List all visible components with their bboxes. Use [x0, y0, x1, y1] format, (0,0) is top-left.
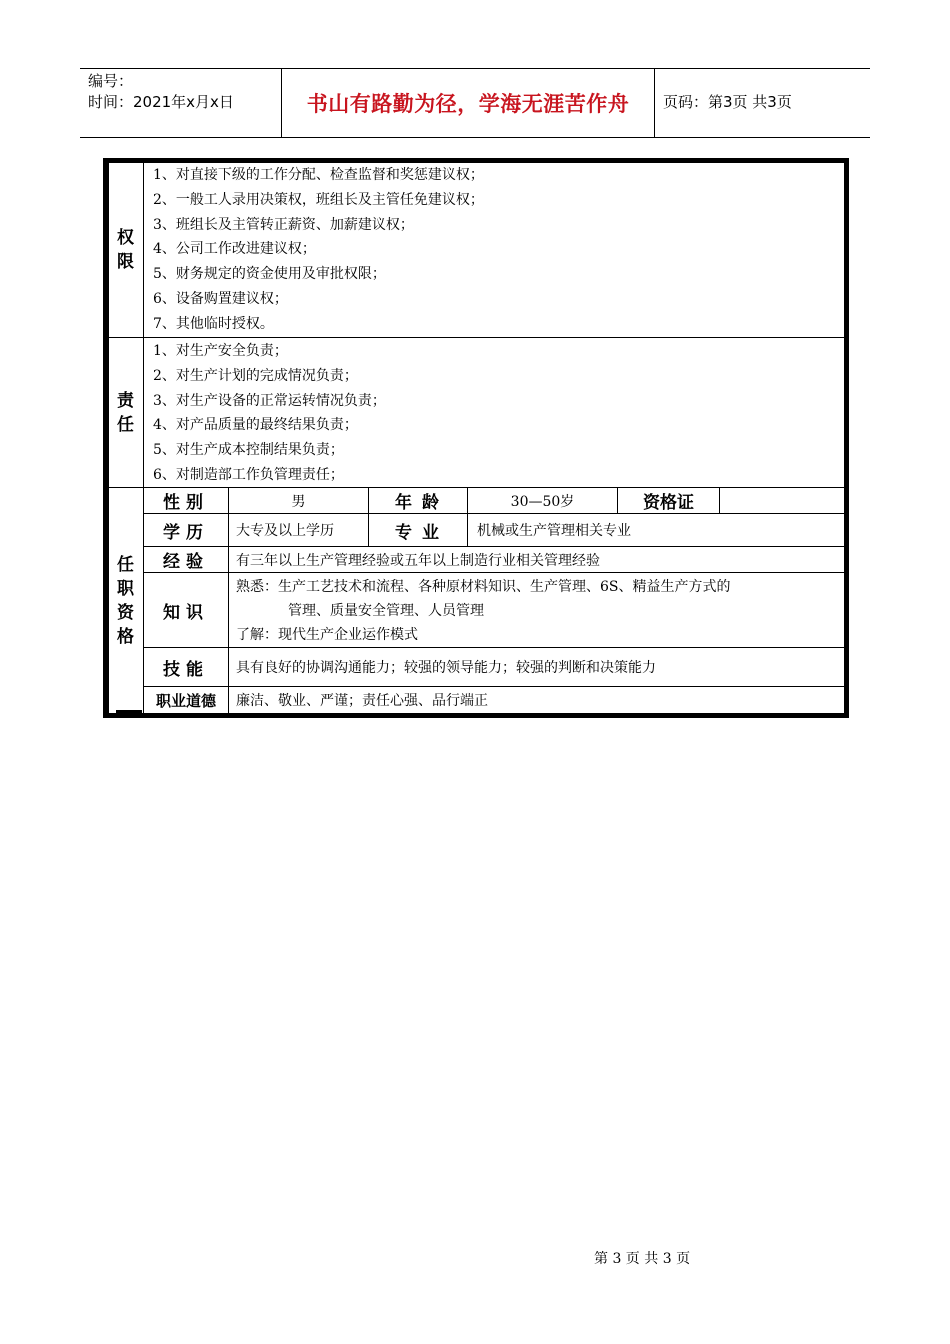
- knowledge-line: 了解：现代生产企业运作模式: [236, 627, 418, 643]
- skill-value: 具有良好的协调沟通能力；较强的领导能力；较强的判断和决策能力: [236, 660, 656, 676]
- knowledge-line: 熟悉：生产工艺技术和流程、各种原材料知识、生产管理、6S、精益生产方式的: [236, 579, 731, 595]
- section-label-char: 职: [117, 578, 134, 599]
- job-table: [108, 162, 845, 714]
- responsibility-section-label: [108, 337, 143, 488]
- experience-value: 有三年以上生产管理经验或五年以上制造行业相关管理经验: [236, 552, 600, 569]
- age-value: 30—50岁: [510, 493, 575, 510]
- section-label-char: 限: [117, 252, 134, 272]
- ethics-value: 廉洁、敬业、严谨；责任心强、品行端正: [236, 693, 488, 709]
- skill-label: 技能: [163, 659, 209, 680]
- gender-value: 男: [291, 493, 306, 510]
- authority-section-label: [108, 162, 143, 338]
- age-label: 年 龄: [395, 493, 441, 513]
- section-label-char: 资: [117, 602, 134, 623]
- list-item: 2、一般工人录用决策权，班组长及主管任免建议权；: [153, 191, 484, 208]
- education-label: 学历: [163, 522, 209, 543]
- section-label-char: 权: [117, 228, 134, 248]
- page-footer: 第 3 页 共 3 页: [594, 1251, 691, 1267]
- experience-label: 经验: [163, 552, 209, 572]
- job-table-frame: [103, 158, 849, 718]
- education-value: 大专及以上学历: [236, 523, 334, 539]
- major-label: 专 业: [395, 522, 441, 543]
- ethics-label: 职业道德: [155, 691, 216, 710]
- header-meta: [88, 71, 234, 113]
- list-item: 3、对生产设备的正常运转情况负责；: [153, 392, 386, 409]
- list-item: 2、对生产计划的完成情况负责；: [153, 367, 358, 384]
- section-label-char: 任: [117, 414, 134, 435]
- list-item: 7、其他临时授权。: [153, 315, 274, 332]
- responsibility-list: [153, 339, 386, 488]
- list-item: 3、班组长及主管转正薪资、加薪建议权；: [153, 216, 414, 233]
- knowledge-line: 管理、质量安全管理、人员管理: [288, 603, 484, 619]
- list-item: 5、财务规定的资金使用及审批权限；: [153, 266, 386, 283]
- major-value: 机械或生产管理相关专业: [477, 523, 631, 539]
- list-item: 4、公司工作改进建议权；: [153, 241, 316, 258]
- cert-label: 资格证: [643, 493, 694, 513]
- list-item: 6、对制造部工作负管理责任；: [153, 466, 344, 483]
- authority-list: [153, 163, 484, 337]
- qualification-section-label: [108, 487, 143, 714]
- section-label-char: 任: [117, 554, 134, 575]
- header-page-info: 页码：第3页 共3页: [663, 93, 792, 111]
- knowledge-label: 知识: [163, 602, 209, 623]
- cert-value: [725, 487, 841, 514]
- date-label: 时间：2021年x月x日: [88, 93, 234, 111]
- header-divider: [654, 69, 655, 137]
- list-item: 6、设备购置建议权；: [153, 290, 288, 307]
- list-item: 1、对生产安全负责；: [153, 343, 288, 359]
- section-label-char: 格: [117, 626, 134, 647]
- code-label: 编号：: [88, 72, 134, 90]
- header-slogan: 书山有路勤为径，学海无涯苦作舟: [306, 92, 630, 116]
- gender-label: 性别: [163, 493, 209, 513]
- section-label-char: 责: [117, 390, 134, 411]
- corner-mark: [116, 710, 142, 713]
- list-item: 5、对生产成本控制结果负责；: [153, 442, 344, 459]
- list-item: 4、对产品质量的最终结果负责；: [153, 417, 358, 434]
- page-header: [80, 68, 870, 138]
- list-item: 1、对直接下级的工作分配、检查监督和奖惩建议权；: [153, 167, 484, 183]
